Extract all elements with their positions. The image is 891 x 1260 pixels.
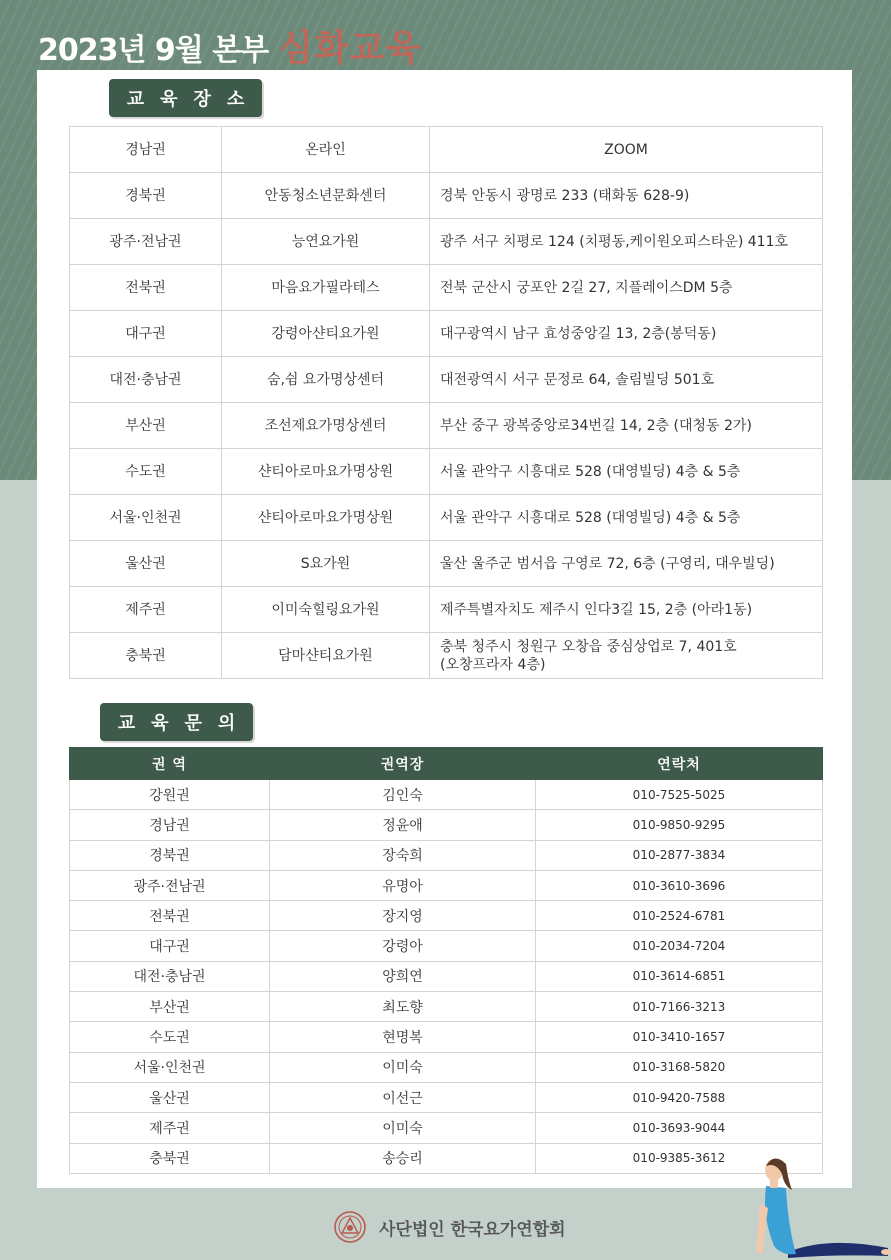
header-phone: 연락처 [536,748,823,780]
venue-place: 마음요가필라테스 [222,265,430,311]
header-region: 권 역 [70,748,270,780]
venue-place: 샨티아로마요가명상원 [222,495,430,541]
contact-phone: 010-7166-3213 [536,992,823,1022]
contact-phone: 010-2034-7204 [536,931,823,961]
venue-row [70,449,823,495]
venue-region: 광주·전남권 [70,219,222,265]
venue-row [70,357,823,403]
contact-phone: 010-2524-6781 [536,901,823,931]
yoga-federation-emblem-icon [333,1210,367,1244]
contact-region: 경남권 [70,810,270,840]
contact-phone: 010-3614-6851 [536,961,823,991]
contact-region: 대구권 [70,931,270,961]
contact-leader: 장지영 [270,901,536,931]
venue-place: S요가원 [222,541,430,587]
venue-table-body [70,127,823,679]
venue-region: 충북권 [70,633,222,679]
venue-table [69,126,823,679]
venue-row [70,587,823,633]
contact-phone: 010-9385-3612 [536,1143,823,1173]
contact-leader: 현명복 [270,1022,536,1052]
contact-row [70,1113,823,1143]
contact-leader: 유명아 [270,870,536,900]
venue-address: 전북 군산시 궁포안 2길 27, 지플레이스DM 5층 [430,265,823,311]
contact-leader: 최도향 [270,992,536,1022]
venue-region: 대구권 [70,311,222,357]
venue-address: 경북 안동시 광명로 233 (태화동 628-9) [430,173,823,219]
venue-address-line1: 충북 청주시 청원구 오창읍 중심상업로 7, 401호 [440,638,737,655]
venue-region: 울산권 [70,541,222,587]
contact-row [70,992,823,1022]
venue-address: 제주특별자치도 제주시 인다3길 15, 2층 (아라1동) [430,587,823,633]
section-badge-inquiry: 교육문의 [100,703,253,741]
contact-region: 대전·충남권 [70,961,270,991]
venue-address: 대구광역시 남구 효성중앙길 13, 2층(봉덕동) [430,311,823,357]
title-highlight: 심화교육 [278,28,422,69]
venue-row [70,403,823,449]
contact-phone: 010-9850-9295 [536,810,823,840]
venue-address: 부산 중구 광복중앙로34번길 14, 2층 (대청동 2가) [430,403,823,449]
venue-address: 서울 관악구 시흥대로 528 (대영빌딩) 4층 & 5층 [430,495,823,541]
contact-header-row [70,748,823,780]
venue-address: 광주 서구 치평로 124 (치평동,케이원오피스타운) 411호 [430,219,823,265]
venue-region: 서울·인천권 [70,495,222,541]
venue-region: 전북권 [70,265,222,311]
venue-address: 서울 관악구 시흥대로 528 (대영빌딩) 4층 & 5층 [430,449,823,495]
contact-region: 울산권 [70,1082,270,1112]
contact-leader: 이미숙 [270,1052,536,1082]
contact-row [70,810,823,840]
contact-row [70,931,823,961]
venue-place: 강령아샨티요가원 [222,311,430,357]
contact-row [70,1052,823,1082]
contact-leader: 강령아 [270,931,536,961]
contact-row [70,961,823,991]
header-leader: 권역장 [270,748,536,780]
venue-address: ZOOM [430,127,823,173]
contact-row [70,901,823,931]
contact-row [70,1082,823,1112]
venue-place: 능연요가원 [222,219,430,265]
contact-region: 경북권 [70,840,270,870]
page-title [38,20,421,68]
venue-place: 이미숙힐링요가원 [222,587,430,633]
contact-region: 강원권 [70,780,270,810]
venue-row [70,265,823,311]
contact-phone: 010-9420-7588 [536,1082,823,1112]
venue-region: 제주권 [70,587,222,633]
contact-row [70,1143,823,1173]
venue-address: 울산 울주군 범서읍 구영로 72, 6층 (구영리, 대우빌딩) [430,541,823,587]
venue-region: 대전·충남권 [70,357,222,403]
contact-row [70,1022,823,1052]
venue-place: 온라인 [222,127,430,173]
contact-region: 서울·인천권 [70,1052,270,1082]
venue-row [70,127,823,173]
venue-row [70,541,823,587]
venue-region: 경북권 [70,173,222,219]
contact-region: 부산권 [70,992,270,1022]
venue-row [70,173,823,219]
contact-region: 전북권 [70,901,270,931]
venue-place: 안동청소년문화센터 [222,173,430,219]
contact-leader: 양희연 [270,961,536,991]
venue-place: 조선제요가명상센터 [222,403,430,449]
contact-region: 수도권 [70,1022,270,1052]
contact-table [69,747,823,1174]
contact-phone: 010-3410-1657 [536,1022,823,1052]
venue-address-line2: (오창프라자 4층) [440,656,546,673]
contact-region: 제주권 [70,1113,270,1143]
venue-region: 수도권 [70,449,222,495]
venue-row [70,633,823,679]
yoga-figure-icon [748,1156,891,1260]
venue-row [70,495,823,541]
venue-row [70,311,823,357]
contact-phone: 010-3610-3696 [536,870,823,900]
contact-leader: 정윤애 [270,810,536,840]
contact-row [70,840,823,870]
venue-region: 부산권 [70,403,222,449]
venue-place: 숨,쉼 요가명상센터 [222,357,430,403]
contact-leader: 이미숙 [270,1113,536,1143]
venue-place: 담마샨티요가원 [222,633,430,679]
contact-leader: 김인숙 [270,780,536,810]
contact-phone: 010-7525-5025 [536,780,823,810]
venue-row [70,219,823,265]
contact-leader: 이선근 [270,1082,536,1112]
venue-place: 샨티아로마요가명상원 [222,449,430,495]
contact-row [70,870,823,900]
contact-region: 충북권 [70,1143,270,1173]
title-main: 2023년 9월 본부 [38,33,269,68]
contact-leader: 장숙희 [270,840,536,870]
footer [333,1210,566,1244]
venue-address [430,633,823,679]
contact-region: 광주·전남권 [70,870,270,900]
contact-leader: 송승리 [270,1143,536,1173]
contact-row [70,780,823,810]
venue-region: 경남권 [70,127,222,173]
contact-phone: 010-3693-9044 [536,1113,823,1143]
contact-table-body [70,780,823,1174]
venue-address: 대전광역시 서구 문정로 64, 솔림빌딩 501호 [430,357,823,403]
section-badge-venue: 교육장소 [109,79,262,117]
contact-phone: 010-2877-3834 [536,840,823,870]
organization-name: 사단법인 한국요가연합회 [379,1219,566,1240]
contact-phone: 010-3168-5820 [536,1052,823,1082]
